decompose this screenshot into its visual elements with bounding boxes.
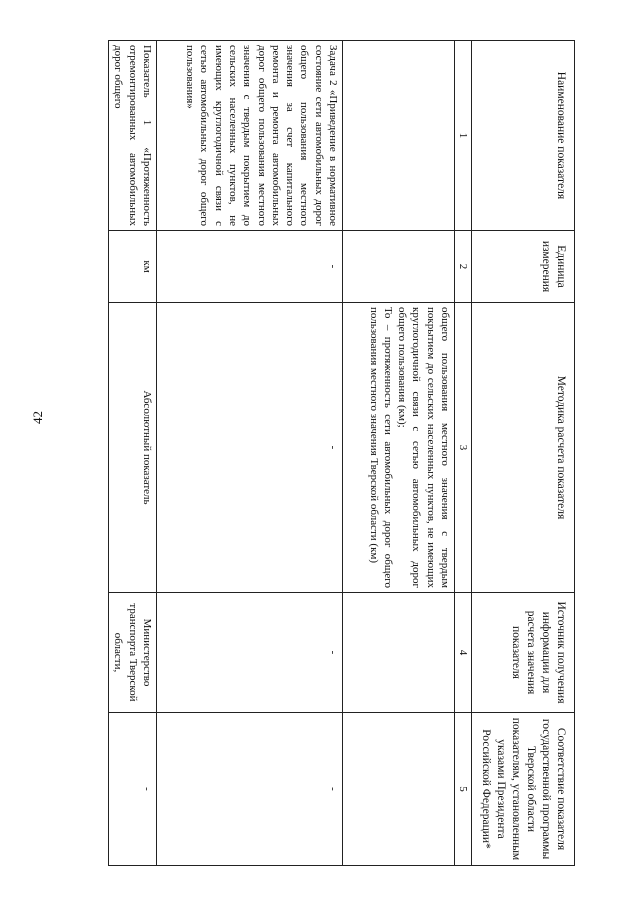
cell-method: - (157, 303, 343, 593)
header-unit: Единица измерения (472, 231, 575, 303)
cell-indicator-name: Задача 2 «Приведение в нормативное состояние сети автомобильных дорог общего пользования местного значения за счет капитального ремонта и ремонта автомобильных дорог общего пользования местного значения с твердым покрытием до сельских населенных пунктов, не имеющих круглогодичной связи с сетью автомобильных дорог общего пользования» (157, 41, 343, 231)
cell-compliance: - (109, 713, 157, 866)
table-row (343, 41, 455, 866)
table-row (157, 41, 343, 866)
cell-unit: км (109, 231, 157, 303)
cell-source (343, 593, 455, 713)
table-row (109, 41, 157, 866)
header-method: Методика расчета показателя (472, 303, 575, 593)
column-number: 3 (455, 303, 472, 593)
cell-source: Министерство транспорта Тверской области, (109, 593, 157, 713)
header-source: Источник получения информации для расчета значения показателя (472, 593, 575, 713)
column-number: 4 (455, 593, 472, 713)
column-number: 1 (455, 41, 472, 231)
column-number-row (455, 41, 472, 866)
cell-compliance (343, 713, 455, 866)
cell-indicator-name: Показатель 1 «Протяженность отремонтированных автомобильных дорог общего (109, 41, 157, 231)
header-compliance: Соответствие показателя государственной программы Тверской области показателям, установленным указами Президента Российской Федерации* (472, 713, 575, 866)
header-indicator-name: Наименование показателя (472, 41, 575, 231)
column-number: 2 (455, 231, 472, 303)
cell-source: - (157, 593, 343, 713)
cell-unit (343, 231, 455, 303)
table-header-row (472, 41, 575, 866)
cell-indicator-name (343, 41, 455, 231)
cell-method: Абсолютный показатель (109, 303, 157, 593)
cell-method: общего пользования местного значения с твердым покрытием до сельских населенных пунктов, не имеющих круглогодичной связи с сетью автомобильных дорог общего пользования (км); То – протяженность сети автомобильных дорог общего пользования местного значения Тверской области (км) (343, 303, 455, 593)
cell-unit: - (157, 231, 343, 303)
column-number: 5 (455, 713, 472, 866)
cell-compliance: - (157, 713, 343, 866)
page-number: 42 (30, 411, 45, 424)
rotated-page (61, 40, 575, 865)
indicators-table (108, 40, 575, 866)
